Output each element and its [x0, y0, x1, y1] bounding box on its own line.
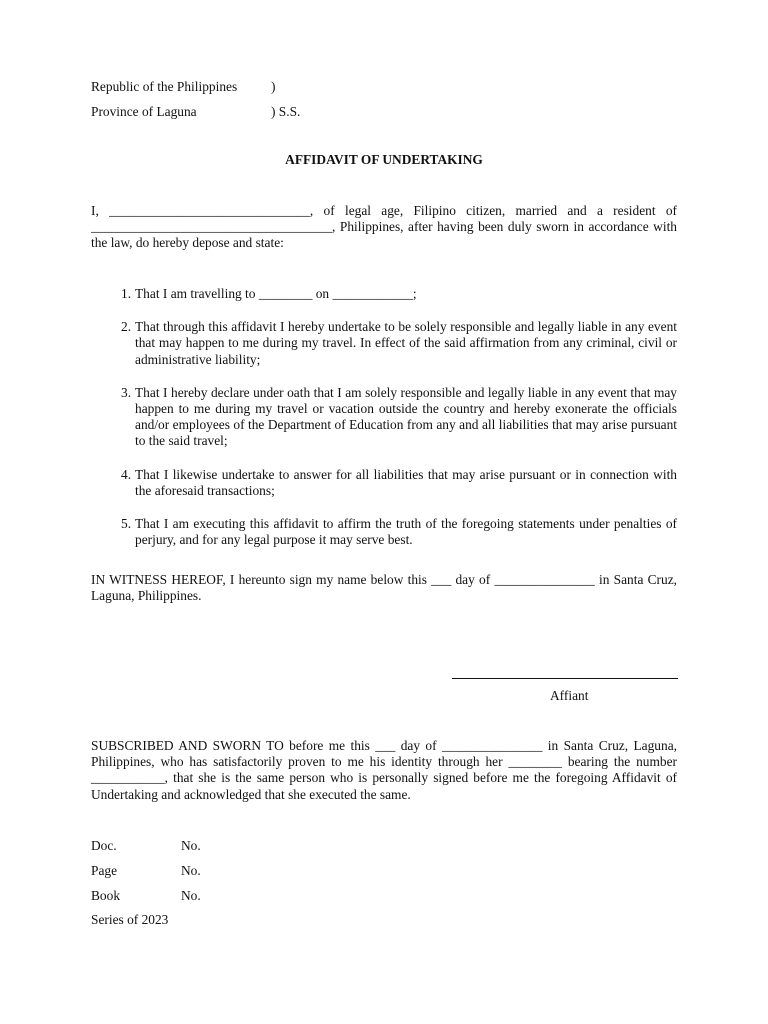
- venue-province: Province of Laguna: [91, 104, 197, 119]
- signature-line: [452, 678, 678, 679]
- docket-label: Doc.: [91, 838, 117, 853]
- item-number: 2.: [121, 319, 132, 335]
- list-item: [91, 467, 677, 499]
- item-number: 3.: [121, 384, 132, 400]
- list-item: [91, 286, 677, 302]
- venue-ss: ) S.S.: [271, 104, 301, 119]
- item-number: 1.: [121, 286, 132, 301]
- item-text: That I am executing this affidavit to affirm the truth of the foregoing statements under penalties of perjury, and for any legal purpose it may serve best.: [135, 516, 677, 548]
- item-text: That I am travelling to ________ on ____________;: [135, 286, 417, 301]
- item-number: 4.: [121, 466, 132, 482]
- list-item: [91, 319, 677, 368]
- docket-row-book: [91, 887, 201, 912]
- docket-row-doc: [91, 837, 201, 862]
- docket-value: No.: [181, 863, 201, 878]
- notarial-docket: [91, 837, 201, 912]
- docket-value: No.: [181, 888, 201, 903]
- list-item: [91, 516, 677, 548]
- docket-value: No.: [181, 838, 201, 853]
- item-text: That I hereby declare under oath that I am solely responsible and legally liable in any event that may happen to me during my travel or vacation outside the country and hereby exonerate the officials and/or employees of the Department of Education from any and all liabilities that may arise pursuant to the said travel;: [135, 384, 677, 449]
- docket-row-page: [91, 862, 201, 887]
- document-title: AFFIDAVIT OF UNDERTAKING: [285, 152, 483, 167]
- jurat-paragraph: SUBSCRIBED AND SWORN TO before me this ___ day of _______________ in Santa Cruz, Laguna, Philippines, who has satisfactorily proven to me his identity through her ________ bearing the number ___________, that she is the same person who is personally signed before me the foregoing Affidavit of Undertaking and acknowledged that she executed the same.: [91, 738, 677, 802]
- witness-paragraph: IN WITNESS HEREOF, I hereunto sign my name below this ___ day of _______________ in Santa Cruz, Laguna, Philippines.: [91, 572, 677, 604]
- intro-paragraph: I, ______________________________, of legal age, Filipino citizen, married and a resident of ____________________________________, Philippines, after having been duly sworn in accordance with the law, do hereby depose and state:: [91, 203, 677, 251]
- item-text: That through this affidavit I hereby undertake to be solely responsible and legally liable in any event that may happen to me during my travel. In effect of the said affirmation from any criminal, civil or administrative liability;: [135, 319, 677, 367]
- docket-label: Book: [91, 888, 121, 903]
- item-number: 5.: [121, 516, 132, 532]
- venue-country: Republic of the Philippines: [91, 79, 238, 94]
- venue-row-province: [91, 103, 300, 128]
- item-text: That I likewise undertake to answer for all liabilities that may arise pursuant or in connection with the aforesaid transactions;: [135, 466, 677, 498]
- series-year: Series of 2023: [91, 912, 169, 927]
- docket-label: Page: [91, 863, 118, 878]
- statement-list: [91, 286, 677, 565]
- venue-bracket: ): [271, 79, 276, 94]
- venue-row-republic: [91, 78, 300, 103]
- affiant-label: Affiant: [550, 688, 589, 703]
- venue-block: [91, 78, 300, 128]
- list-item: [91, 385, 677, 450]
